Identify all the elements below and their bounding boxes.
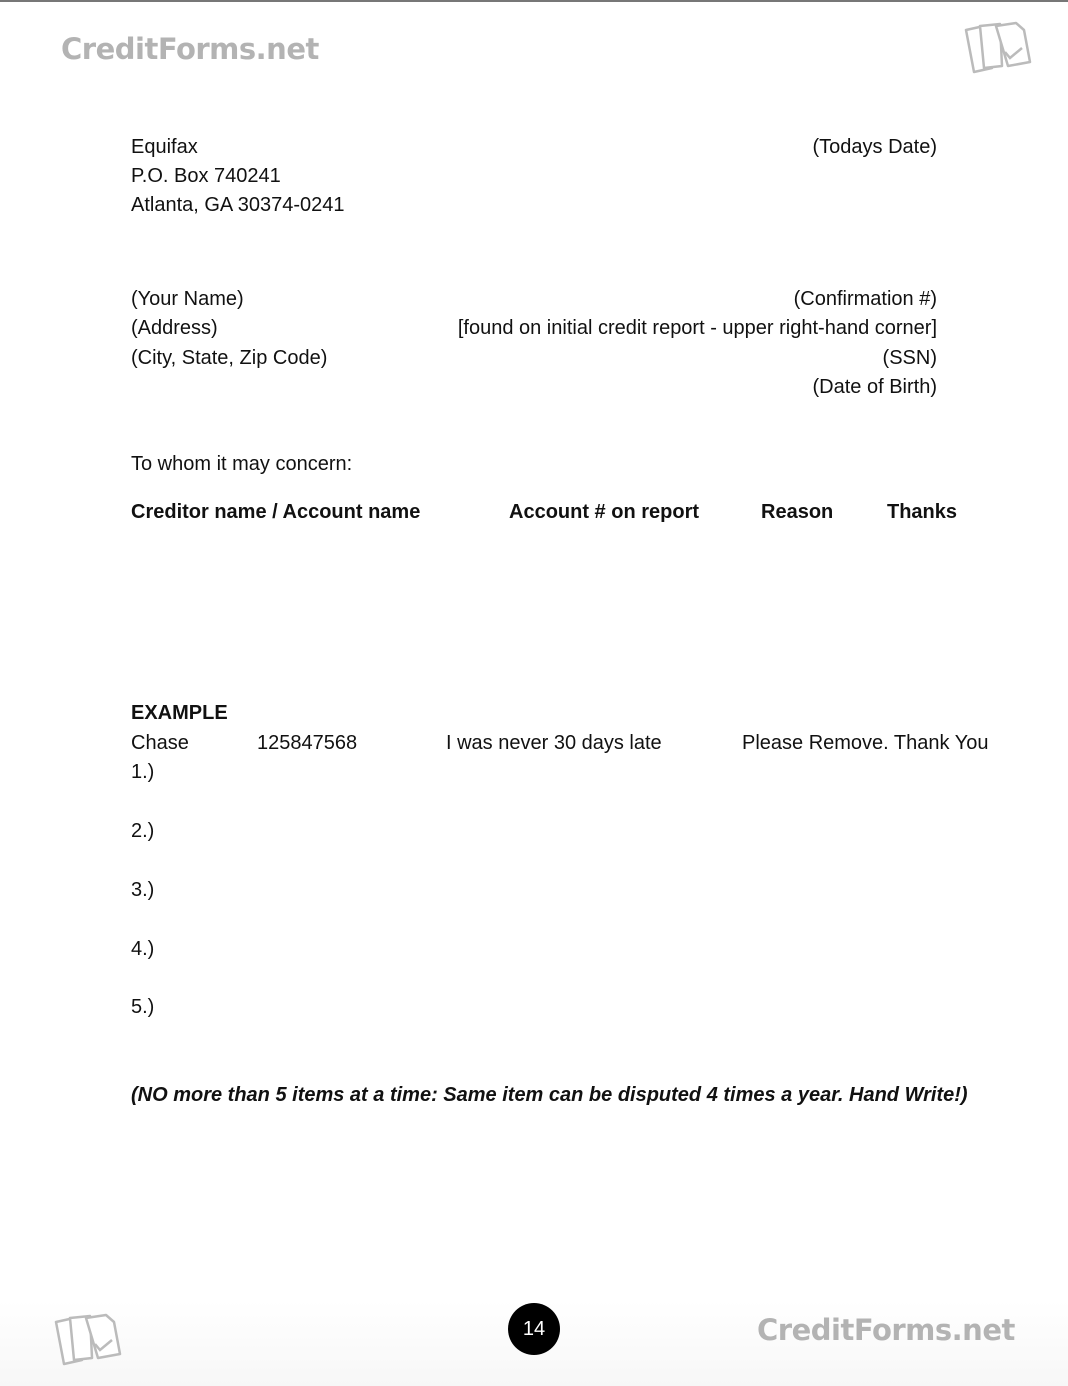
date-of-birth: (Date of Birth) [812,376,937,398]
salutation: To whom it may concern: [131,453,353,475]
date-placeholder: (Todays Date) [812,136,937,158]
footer-brand-logo: CreditForms.net [757,1313,1015,1347]
example-label: EXAMPLE [131,702,228,724]
example-creditor: Chase [131,732,189,754]
ssn: (SSN) [882,347,937,369]
document-check-icon [52,1310,126,1368]
list-item: 5.) [131,996,155,1018]
dispute-note: (NO more than 5 items at a time: Same item can be disputed 4 times a year. Hand Write!) [131,1084,968,1106]
example-thanks: Please Remove. Thank You [742,732,989,754]
sender-name: (Your Name) [131,288,244,310]
confirmation-note: [found on initial credit report - upper right-hand corner] [457,317,937,339]
header-account: Account # on report [509,501,700,523]
example-account: 125847568 [257,732,358,754]
list-item: 3.) [131,879,155,901]
example-reason: I was never 30 days late [446,732,662,754]
list-item: 1.) [131,761,155,783]
document-check-icon [962,18,1036,76]
sender-address: (Address) [131,317,218,339]
recipient-address: P.O. Box 740241 [131,165,281,187]
recipient-city: Atlanta, GA 30374-0241 [131,194,345,216]
page-number: 14 [508,1303,560,1355]
header-creditor: Creditor name / Account name [131,501,421,523]
top-border [0,0,1068,2]
list-item: 4.) [131,938,155,960]
brand-logo: CreditForms.net [61,32,319,66]
sender-city: (City, State, Zip Code) [131,347,328,369]
header-thanks: Thanks [887,501,958,523]
list-item: 2.) [131,820,155,842]
header-reason: Reason [761,501,834,523]
confirmation-number: (Confirmation #) [793,288,937,310]
recipient-name: Equifax [131,136,198,158]
